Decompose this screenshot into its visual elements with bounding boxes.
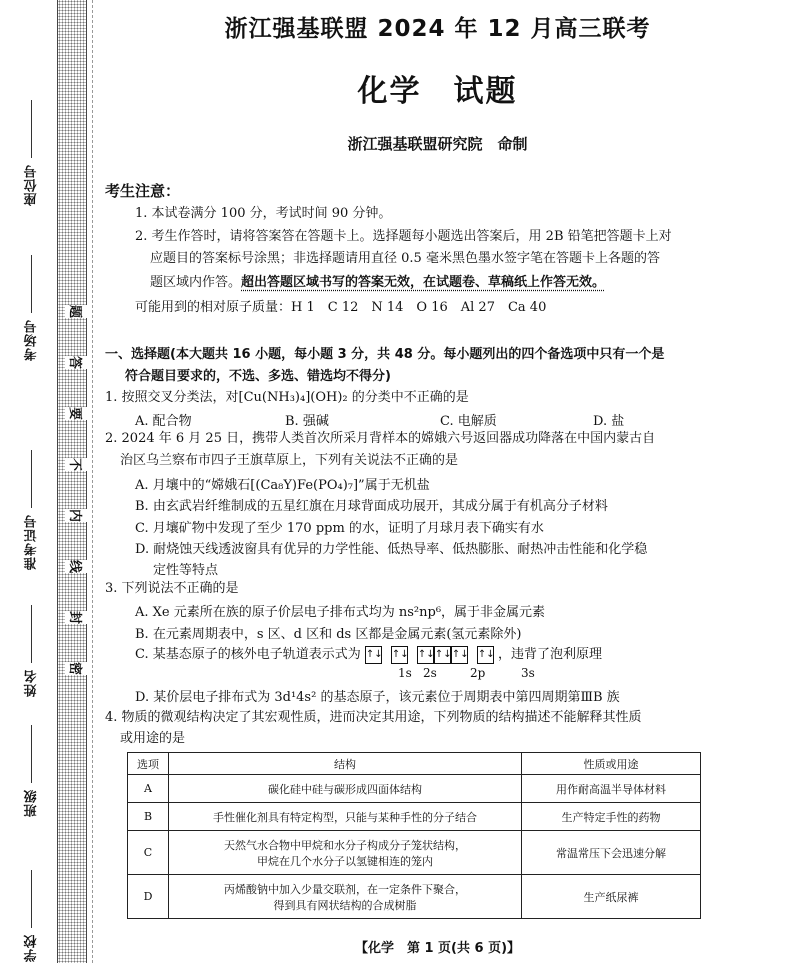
table-header-structure: 结构 [169,753,522,775]
admission-number-field[interactable] [12,450,52,570]
seal-line [92,0,93,963]
seal-char: 封 [65,611,88,624]
orbital-diagram [365,646,494,664]
question-3-option-c-suffix: ，违背了泡利原理 [498,647,603,662]
seal-char: 要 [65,407,88,420]
seat-number-field[interactable] [12,100,52,206]
question-1-option-b[interactable]: B. 强碱 [285,414,329,429]
page-footer: 【化学 第 1 页(共 6 页)】 [354,941,521,956]
table-cell-structure-line-2: 得到具有网状结构的合成树脂 [273,898,417,912]
seal-char: 题 [65,305,88,318]
question-2-option-a[interactable]: A. 月壤中的“嫦娥石[(Ca₈Y)Fe(PO₄)₇]”属于无机盐 [135,478,430,493]
notice-heading: 考生注意： [105,182,181,200]
seal-char: 密 [65,662,88,675]
table-row[interactable] [128,875,701,919]
orbital-box-1s: ↑↓ [365,646,382,664]
question-3-stem: 3. 下列说法不正确的是 [105,581,239,596]
table-cell-use: 生产特定手性的药物 [522,803,701,831]
table-cell-structure-line-2: 甲烷在几个水分子以氢键相连的笼内 [257,854,433,868]
question-2-stem-line-2: 治区乌兰察布市四子王旗草原上，下列有关说法不正确的是 [120,453,459,468]
orbital-box-2p: ↑↓ [451,646,468,664]
table-cell-option: D [128,875,169,919]
exam-room-field[interactable] [12,255,52,361]
question-2-stem-line-1: 2. 2024 年 6 月 25 日，携带人类首次所采月背样本的嫦娥六号返回器成功降落在中国内蒙古自 [105,431,656,446]
table-header-option: 选项 [128,753,169,775]
table-row[interactable] [128,831,701,875]
school-field[interactable] [12,870,52,962]
question-1-stem: 1. 按照交叉分类法，对[Cu(NH₃)₄](OH)₂ 的分类中不正确的是 [105,390,469,405]
name-field[interactable] [12,605,52,697]
exam-room-label: 考场号 [24,319,40,361]
table-header-row [128,753,701,775]
orbital-box-2s: ↑↓ [391,646,408,664]
seal-char: 不 [65,458,88,471]
compiler-line: 浙江强基联盟研究院 命制 [347,135,528,153]
table-cell-option: A [128,775,169,803]
table-cell-structure-line-1: 天然气水合物中甲烷和水分子构成分子笼状结构， [224,838,466,852]
table-cell-use: 常温常压下会迅速分解 [522,831,701,875]
notice-item-2-line-1: 2. 考生作答时，请将答案答在答题卡上。选择题每小题选出答案后，用 2B 铅笔把答题卡上对 [135,229,672,244]
name-label: 姓名 [24,669,40,697]
orbital-box-3s: ↑↓ [477,646,494,664]
question-3-option-b[interactable]: B. 在元素周期表中，s 区、d 区和 ds 区都是金属元素(氢元素除外) [135,627,522,642]
question-3-option-a[interactable]: A. Xe 元素所在族的原子价层电子排布式均为 ns²np⁶，属于非金属元素 [135,605,546,620]
class-field[interactable] [12,725,52,817]
section-1-heading-line-1: 一、选择题(本大题共 16 小题，每小题 3 分，共 48 分。每小题列出的四个备选项中只有一个是 [105,347,665,362]
seal-char: 答 [65,356,88,369]
orbital-box-2p: ↑↓ [417,646,434,664]
table-cell-option: B [128,803,169,831]
table-cell-option: C [128,831,169,875]
notice-item-1: 1. 本试卷满分 100 分，考试时间 90 分钟。 [135,206,392,221]
seat-number-label: 座位号 [24,164,40,206]
table-cell-structure: 碳化硅中硅与碳形成四面体结构 [169,775,522,803]
binding-strip [0,0,98,963]
orbital-label-2p: 2p [470,666,486,680]
table-row[interactable] [128,775,701,803]
table-cell-structure-line-1: 丙烯酸钠中加入少量交联剂，在一定条件下聚合， [224,882,466,896]
question-1-option-c[interactable]: C. 电解质 [440,414,497,429]
orbital-box-2p: ↑↓ [434,646,451,664]
atomic-mass-line: 可能用到的相对原子质量：H 1 C 12 N 14 O 16 Al 27 Ca 40 [135,300,547,315]
orbital-label-3s: 3s [521,666,535,680]
section-1-heading-line-2: 符合题目要求的，不选、多选、错选均不得分) [125,369,391,384]
question-2-option-d-line-2: 定性等特点 [153,563,219,578]
question-3-option-c-prefix: C. 某基态原子的核外电子轨道表示式为 [135,647,361,662]
subject-title: 化学 试题 [357,74,518,109]
table-row[interactable] [128,803,701,831]
question-2-option-b[interactable]: B. 由玄武岩纤维制成的五星红旗在月球背面成功展开，其成分属于有机高分子材料 [135,499,608,514]
question-4-table [127,752,701,919]
table-cell-structure: 手性催化剂具有特定构型，只能与某种手性的分子结合 [169,803,522,831]
table-cell-structure [169,831,522,875]
notice-item-2-line-3 [150,274,605,292]
exam-title: 浙江强基联盟 2024 年 12 月高三联考 [224,16,651,42]
table-cell-use: 用作耐高温半导体材料 [522,775,701,803]
notice-emphasis: 超出答题区域书写的答案无效，在试题卷、草稿纸上作答无效。 [241,275,606,290]
question-1-option-a[interactable]: A. 配合物 [135,414,192,429]
question-4-stem-line-2: 或用途的是 [120,731,186,746]
table-header-use: 性质或用途 [522,753,701,775]
question-1-option-d[interactable]: D. 盐 [593,414,625,429]
question-3-option-c[interactable] [135,643,602,664]
table-cell-use: 生产纸尿裤 [522,875,701,919]
question-2-option-d-line-1[interactable]: D. 耐烧蚀天线透波窗具有优异的力学性能、低热导率、低热膨胀、耐热冲击性能和化学稳 [135,542,648,557]
admission-number-label: 准考证号 [24,514,40,570]
seal-char: 线 [65,560,88,573]
question-4-stem-line-1: 4. 物质的微观结构决定了其宏观性质，进而决定其用途，下列物质的结构描述不能解释其性质 [105,710,642,725]
seal-char: 内 [65,509,88,522]
notice-item-2-text: 题区域内作答。 [150,275,242,290]
table-cell-structure [169,875,522,919]
question-2-option-c[interactable]: C. 月壤矿物中发现了至少 170 ppm 的水，证明了月球月表下确实有水 [135,521,544,536]
orbital-label-1s: 1s [398,666,412,680]
notice-item-2-line-2: 应题目的答案标号涂黑；非选择题请用直径 0.5 毫米黑色墨水签字笔在答题卡上各题的答 [150,251,660,266]
seal-warning [66,300,88,680]
school-label: 学校 [24,934,40,962]
question-3-option-d[interactable]: D. 某价层电子排布式为 3d¹4s² 的基态原子，该元素位于周期表中第四周期第ⅢB 族 [135,690,620,705]
class-label: 班级 [24,789,40,817]
orbital-label-2s: 2s [423,666,437,680]
